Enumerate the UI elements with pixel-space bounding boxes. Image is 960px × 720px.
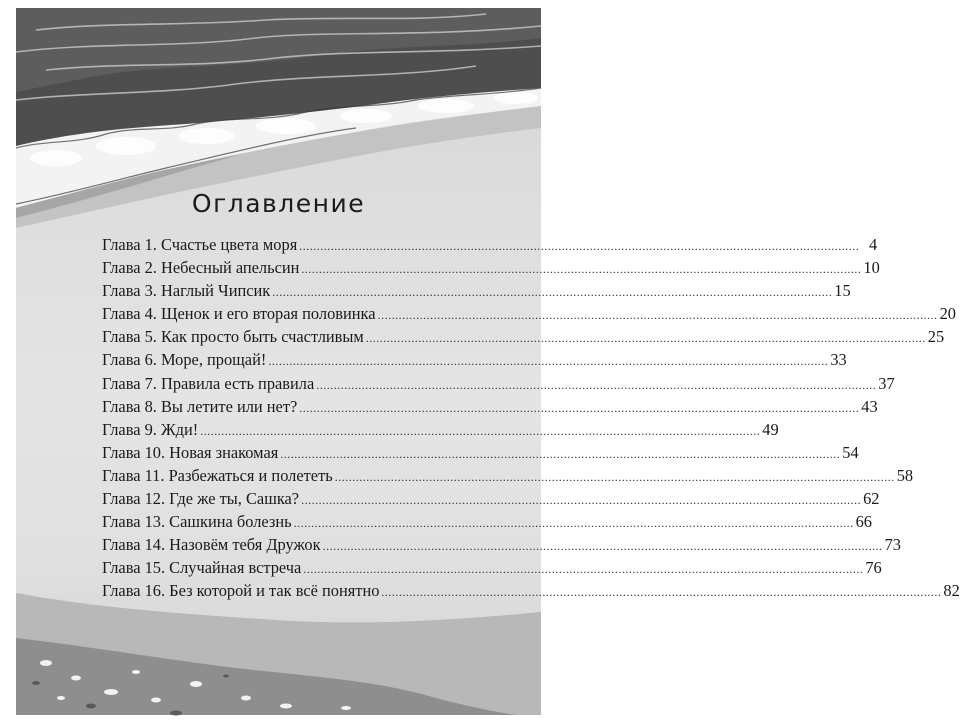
toc-entry-label: Глава 2. Небесный апельсин [102,258,300,278]
book-page [16,8,960,715]
toc-entry-page: 33 [830,350,847,370]
toc-entry-page: 62 [863,489,880,509]
toc-entry-label: Глава 11. Разбежаться и полететь [102,465,333,485]
dot-leader: ................................................................................................................................................................ [272,285,833,300]
toc-entry-label: Глава 16. Без которой и так всё понятно [102,581,380,601]
toc-entry-label: Глава 10. Новая знакомая [102,442,279,462]
dot-leader: ................................................................................................................................................................ [365,331,926,346]
dot-leader: ................................................................................................................................................................ [280,446,841,461]
toc-entry-page: 58 [896,465,914,485]
toc-title: Оглавление [191,189,366,218]
dot-leader: ................................................................................................................................................................ [200,423,761,438]
toc-entry-label: Глава 9. Жди! [102,419,199,439]
dot-leader: ................................................................................................................................................................ [316,377,877,392]
toc-entry-label: Глава 3. Наглый Чипсик [102,281,271,301]
toc-entry [102,510,872,533]
dot-leader: ................................................................................................................................................................ [377,308,938,323]
toc-entry [102,487,880,510]
toc-entry-page: 73 [884,535,901,555]
toc-entry-label: Глава 15. Случайная встреча [102,558,302,578]
toc-entry-label: Глава 4. Щенок и его вторая половинка [102,304,376,324]
dot-leader: ................................................................................................................................................................ [299,239,860,253]
dot-leader: ................................................................................................................................................................ [301,493,862,508]
toc-entry-page: 37 [878,373,895,393]
toc-entry-page: 20 [939,304,956,324]
table-of-contents [102,233,960,603]
dot-leader: ................................................................................................................................................................ [299,400,860,415]
toc-entry [102,579,960,602]
toc-entry [102,556,882,579]
toc-entry-page: 43 [861,396,878,416]
toc-entry [102,533,901,556]
toc-entry-page: 82 [943,581,960,601]
toc-entry-page: 10 [863,258,880,278]
dot-leader: ................................................................................................................................................................ [301,262,862,277]
toc-entry-page: 49 [762,419,779,439]
toc-entry [102,325,945,348]
dot-leader: ................................................................................................................................................................ [268,354,829,369]
toc-entry-label: Глава 7. Правила есть правила [102,373,315,393]
toc-entry-label: Глава 8. Вы летите или нет? [102,396,298,416]
toc-entry-page: 4 [869,235,878,254]
toc-entry-page: 54 [842,442,859,462]
toc-entry-label: Глава 13. Сашкина болезнь [102,512,292,532]
dot-leader: ................................................................................................................................................................ [334,469,895,484]
dot-leader: ................................................................................................................................................................ [381,585,942,600]
toc-entry-page: 15 [834,281,851,301]
toc-entry [102,418,779,441]
toc-entry-page: 25 [927,327,945,347]
toc-entry-label: Глава 14. Назовём тебя Дружок [102,535,321,555]
dot-leader: ................................................................................................................................................................ [322,539,883,554]
toc-entry-page: 66 [855,512,872,532]
toc-entry [102,464,914,487]
toc-entry [102,348,847,371]
toc-entry [102,279,851,302]
toc-entry-label: Глава 1. Счастье цвета моря [102,235,298,254]
toc-entry [102,372,895,395]
toc-entry [102,233,878,256]
toc-entry-label: Глава 12. Где же ты, Сашка? [102,489,300,509]
toc-entry [102,302,956,325]
toc-entry-label: Глава 6. Море, прощай! [102,350,267,370]
dot-leader: ................................................................................................................................................................ [303,562,864,577]
toc-entry [102,256,880,279]
toc-entry [102,441,859,464]
toc-entry-page: 76 [865,558,882,578]
dot-leader: ................................................................................................................................................................ [293,516,854,531]
toc-entry-label: Глава 5. Как просто быть счастливым [102,327,364,347]
toc-entry [102,395,878,418]
